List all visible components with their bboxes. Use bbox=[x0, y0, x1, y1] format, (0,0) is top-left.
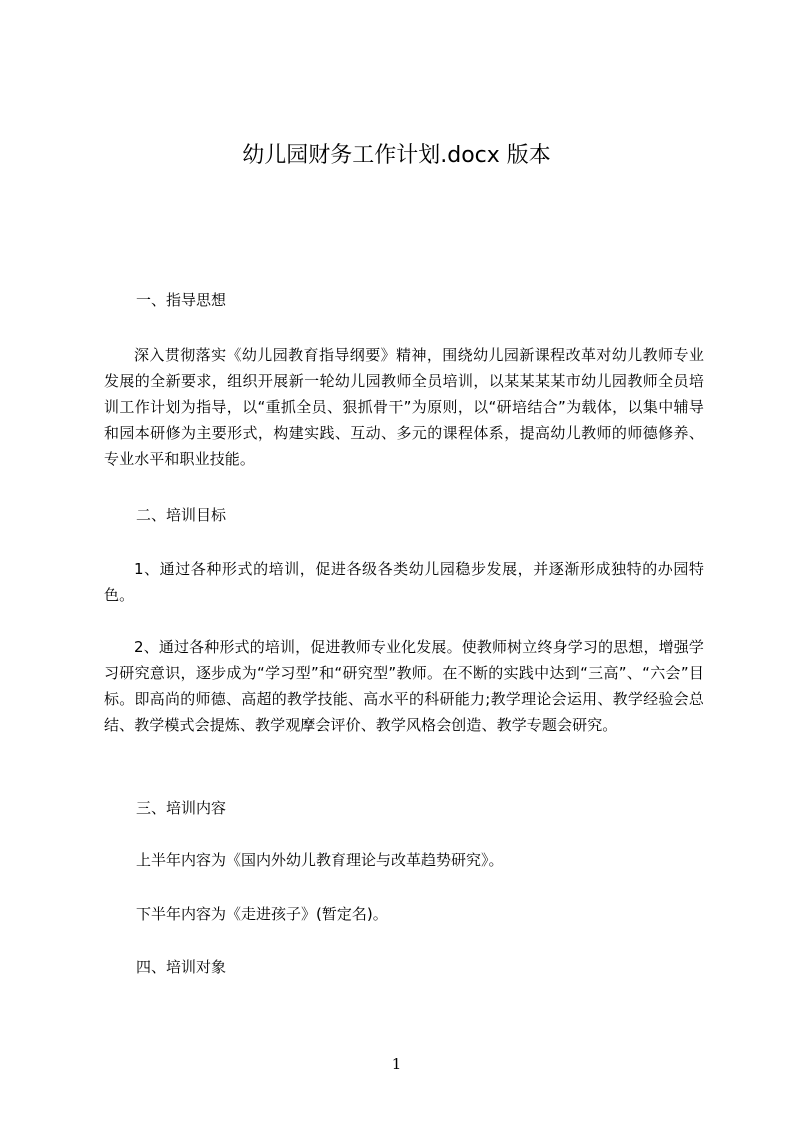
paragraph-guiding-ideology: 深入贯彻落实《幼儿园教育指导纲要》精神，围绕幼儿园新课程改革对幼儿教师专业发展的全新要求，组织开展新一轮幼儿园教师全员培训，以某某某某市幼儿园教师全员培训工作计划为指导，以“重抓全员、狠抓骨干”为原则，以“研培结合”为载体，以集中辅导和园本研修为主要形式，构建实践、互动、多元的课程体系，提高幼儿教师的师德修养、专业水平和职业技能。 bbox=[104, 346, 704, 468]
section-heading-training-content: 三、培训内容 bbox=[136, 799, 227, 817]
section-heading-guiding-ideology: 一、指导思想 bbox=[136, 291, 227, 309]
paragraph-training-goal-1: 1、通过各种形式的培训，促进各级各类幼儿园稳步发展，并逐渐形成独特的办园特色。 bbox=[104, 560, 704, 604]
paragraph-training-goal-2: 2、通过各种形式的培训，促进教师专业化发展。使教师树立终身学习的思想，增强学习研究意识，逐步成为“学习型”和“研究型”教师。在不断的实践中达到“三高”、“六会”目标。即高尚的师德、高超的教学技能、高水平的科研能力;教学理论会运用、教学经验会总结、教学模式会提炼、教学观摩会评价、教学风格会创造、教学专题会研究。 bbox=[104, 638, 704, 734]
section-heading-training-audience: 四、培训对象 bbox=[136, 958, 227, 976]
page-number: 1 bbox=[391, 1055, 402, 1073]
content-second-half-year: 下半年内容为《走进孩子》(暂定名)。 bbox=[136, 905, 388, 923]
section-heading-training-goals: 二、培训目标 bbox=[136, 506, 227, 524]
content-first-half-year: 上半年内容为《国内外幼儿教育理论与改革趋势研究》。 bbox=[136, 851, 504, 869]
document-title: 幼儿园财务工作计划.docx 版本 bbox=[242, 143, 551, 168]
